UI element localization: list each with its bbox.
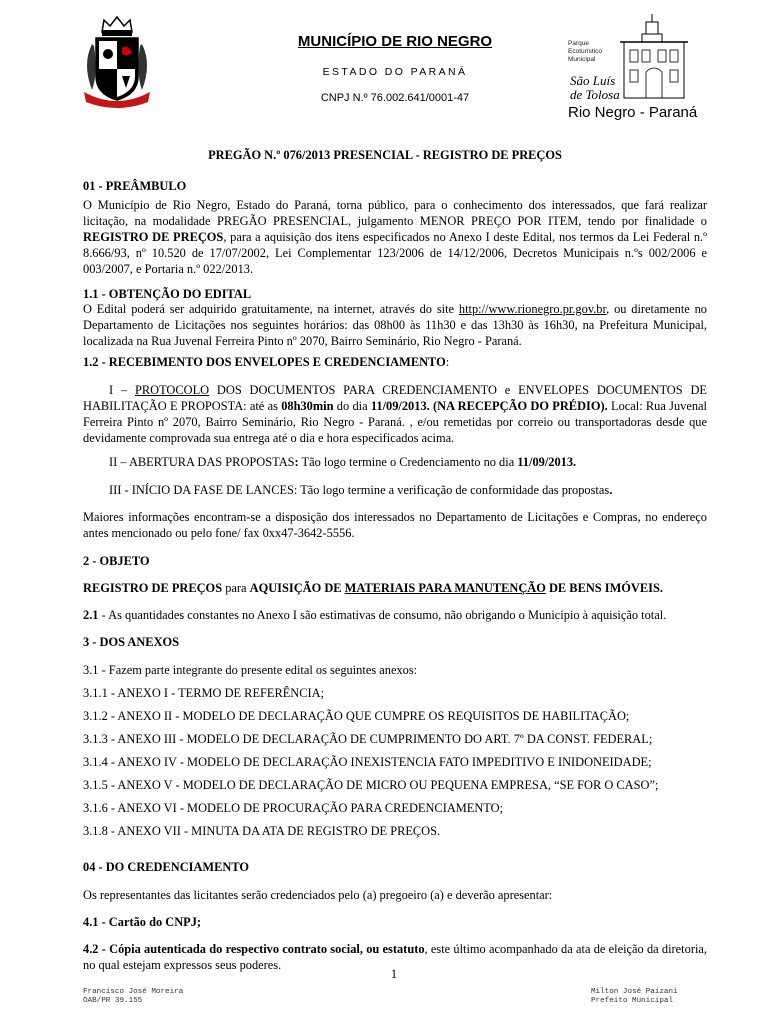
footer-left-registration: OAB/PR 39.155 [83, 997, 143, 1005]
anexo-item: 3.1.5 - ANEXO V - MODELO DE DECLARAÇÃO DE MICRO OU PEQUENA EMPRESA, “SE FOR O CASO”; [83, 778, 659, 792]
park-logo-line-2: Ecoturístico [568, 48, 602, 55]
copia-paragraph: 4.2 - Cópia autenticada do respectivo contrato social, ou estatuto, este último acompanhado da ata de eleição da diretoria, no qual estejam expressos seus poderes. [83, 942, 707, 972]
park-logo [568, 12, 718, 122]
obtencao-heading: 1.1 - OBTENÇÃO DO EDITAL [83, 287, 252, 301]
anexo-item: 3.1.4 - ANEXO IV - MODELO DE DECLARAÇÃO INEXISTENCIA FATO IMPEDITIVO E INIDONEIDADE; [83, 755, 652, 769]
coat-of-arms-logo [78, 14, 156, 110]
objeto-line: REGISTRO DE PREÇOS para AQUISIÇÃO DE MATERIAIS PARA MANUTENÇÃO DE BENS IMÓVEIS. [83, 581, 663, 595]
cartao-line: 4.1 - Cartão do CNPJ; [83, 915, 202, 929]
footer-right [591, 988, 678, 1006]
anexo-item: 3.1 - Fazem parte integrante do presente edital os seguintes anexos: [83, 663, 418, 677]
website-link[interactable]: http://www.rionegro.pr.gov.br [458, 302, 607, 316]
recebimento-heading: 1.2 - RECEBIMENTO DOS ENVELOPES E CREDENCIAMENTO: [83, 355, 450, 369]
anexo-item: 3.1.6 - ANEXO VI - MODELO DE PROCURAÇÃO PARA CREDENCIAMENTO; [83, 801, 504, 815]
anexo-item: 3.1.2 - ANEXO II - MODELO DE DECLARAÇÃO QUE CUMPRE OS REQUISITOS DE HABILITAÇÃO; [83, 709, 630, 723]
park-logo-line-3: Municipal [568, 56, 596, 63]
park-name-line-1: São Luís [570, 73, 616, 88]
anexo-item: 3.1.3 - ANEXO III - MODELO DE DECLARAÇÃO DE CUMPRIMENTO DO ART. 7º DA CONST. FEDERAL; [83, 732, 653, 746]
footer-left [83, 988, 183, 1006]
document-title: PREGÃO N.º 076/2013 PRESENCIAL - REGISTRO DE PREÇOS [208, 148, 562, 162]
abertura-line: II – ABERTURA DAS PROPOSTAS: Tão logo termine o Credenciamento no dia 11/09/2013. [109, 455, 577, 469]
anexos-heading: 3 - DOS ANEXOS [83, 635, 180, 649]
obtencao-paragraph: O Edital poderá ser adquirido gratuitamente, na internet, através do site http://www.rionegro.pr.gov.br, ou diretamente no Departamento de Licitações nos seguintes horários: das 08h00 às 11h30 e das 13h30 às 16h30, na Prefeitura Municipal, localizada na Rua Juvenal Ferreira Pinto nº 2070, Bairro Seminário, Rio Negro - Paraná. [83, 302, 707, 348]
footer-right-name: Milton José Paizani [591, 988, 678, 996]
objeto-heading: 2 - OBJETO [83, 554, 150, 568]
quantidades-line: 2.1 - As quantidades constantes no Anexo I são estimativas de consumo, não obrigando o Município à aquisição total. [83, 608, 667, 622]
cnpj-line: CNPJ N.º 76.002.641/0001-47 [320, 92, 470, 104]
lances-line: III - INÍCIO DA FASE DE LANCES: Tão logo termine a verificação de conformidade das propostas. [109, 483, 613, 497]
preambulo-heading: 01 - PREÂMBULO [83, 179, 187, 193]
park-logo-line-1: Parque [568, 40, 589, 47]
credenciamento-line: Os representantes das licitantes serão credenciados pelo (a) pregoeiro (a) e deverão apresentar: [83, 888, 553, 902]
municipality-title: MUNICÍPIO DE RIO NEGRO [297, 33, 493, 50]
protocolo-paragraph: I – PROTOCOLO DOS DOCUMENTOS PARA CREDENCIAMENTO e ENVELOPES DOCUMENTOS DE HABILITAÇÃO E PROPOSTA: até as 08h30min do dia 11/09/2013. (NA RECEPÇÃO DO PRÉDIO). Local: Rua Juvenal Ferreira Pinto nº 2070, Bairro Seminário, Rio Negro - Paraná. , e/ou remetidas por correio ou transportadoras desde que devidamente comprovada sua entrega até o dia e hora especificados acima. [83, 383, 708, 445]
anexo-item: 3.1.1 - ANEXO I - TERMO DE REFERÊNCIA; [83, 686, 325, 700]
footer-left-name: Francisco José Moreira [83, 988, 184, 996]
informacoes-paragraph: Maiores informações encontram-se a disposição dos interessados no Departamento de Licitações e Compras, no endereço antes mencionado ou pelo fone/ fax 0xx47-3642-5556. [83, 510, 707, 540]
park-name-line-2: de Tolosa [570, 87, 620, 102]
anexo-item: 3.1.8 - ANEXO VII - MINUTA DA ATA DE REGISTRO DE PREÇOS. [83, 824, 441, 838]
city-label: Rio Negro - Paraná [568, 104, 698, 121]
preambulo-paragraph: O Município de Rio Negro, Estado do Paraná, torna público, para o conhecimento dos interessados, que fará realizar licitação, na modalidade PREGÃO PRESENCIAL, julgamento MENOR PREÇO POR ITEM, tendo por finalidade o REGISTRO DE PREÇOS, para a aquisição dos itens especificados no Anexo I deste Edital, nos termos da Lei Federal n.º 8.666/93, nº 10.520 de 17/07/2002, Lei Complementar 123/2006 de 14/12/2006, Decretos Municipais n.ºs 002/2006 e 003/2007, e Portaria n.º 022/2013. [83, 198, 707, 276]
page-number: 1 [390, 967, 398, 981]
credenciamento-heading: 04 - DO CREDENCIAMENTO [83, 860, 250, 874]
building-icon [616, 12, 692, 100]
footer-right-role: Prefeito Municipal [591, 997, 674, 1005]
state-subtitle: ESTADO DO PARANÁ [322, 66, 468, 78]
